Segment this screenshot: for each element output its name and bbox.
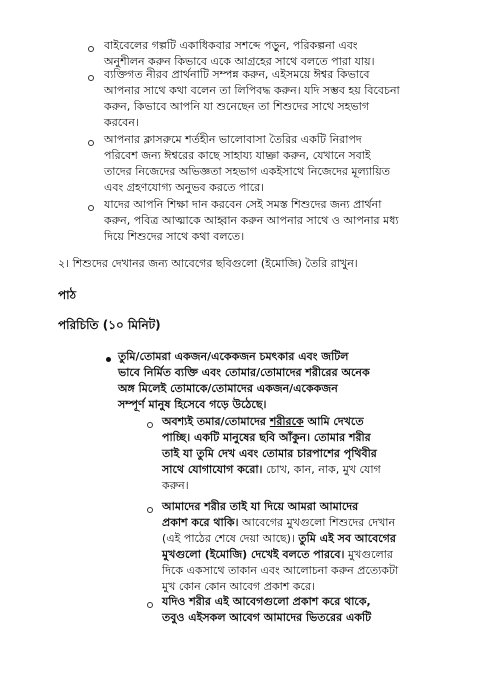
sub-point-line: পাচ্ছি। একটি মানুষের ছবি আঁকুন। তোমার শরীর xyxy=(162,431,371,444)
sub-point-line: দিকে একসাথে তাকান এবং আলোচনা করুন প্রত্যেকটা xyxy=(162,564,399,577)
prep-step-line: করবেন। xyxy=(104,116,139,129)
sub-point-line: মুখগুলো (ইমোজি) দেখেই বলতে পারবে। মুখগুলোর xyxy=(162,548,393,561)
main-point-line: ভাবে নির্মিত ব্যক্তি এবং তোমার/তোমাদের শরীরের অনেক xyxy=(118,366,370,379)
sub-point-line: তবুও এইসকল আবেগ আমাদের ভিতরের একটি xyxy=(162,611,372,624)
hollow-bullet-icon xyxy=(88,205,94,211)
numbered-item: ২। শিশুদের দেখানর জন্য আবেগের ছবিগুলো (ইমোজি) তৈরি রাখুন। xyxy=(58,257,358,270)
sub-point-line: সাথে যোগাযোগ করো। চোখ, কান, নাক, মুখ যোগ xyxy=(162,463,381,476)
filled-bullet-icon xyxy=(106,357,111,362)
sub-point-line: যদিও শরীর এই আবেগগুলো প্রকাশ করে থাকে, xyxy=(162,595,371,608)
prep-step-line: দিয়ে শিশুদের সাথে কথা বলতে। xyxy=(104,230,245,243)
main-point-line: অঙ্গ মিলেই তোমাকে/তোমাদের একজন/একেকজন xyxy=(118,382,338,395)
prep-step-line: করুন, পবিত্র আত্মাকে আহ্বান করুন আপনার সাথে ও আপনার মধ্য xyxy=(104,214,399,227)
intro-heading: পরিচিতি (১০ মিনিট) xyxy=(58,318,161,332)
hollow-bullet-icon xyxy=(88,140,94,146)
prep-step-line: বাইবেলের গল্পটি একাধিকবার সশব্দে পড়ুন, পরিকল্পনা এবং xyxy=(104,39,358,52)
sub-point-line: করুন। xyxy=(162,479,189,492)
prep-step-line: ব্যক্তিগত নীরব প্রার্থনাটি সম্পন্ন করুন, এইসময়ে ঈশ্বর কিভাবে xyxy=(104,68,370,81)
prep-step-line: আপনার সাথে কথা বলেন তা লিপিবদ্ধ করুন। যদি সম্ভব হয় বিবেচনা xyxy=(104,84,400,97)
main-point-line: তুমি/তোমরা একজন/একেকজন চমৎকার এবং জটিল xyxy=(118,350,349,363)
prep-step-line: অনুশীলন করুন কিভাবে একে আগ্রহের সাথে বলতে পারা যায়। xyxy=(104,55,375,68)
sub-point-line: প্রকাশ করে থাকি। আবেগের মুখগুলো শিশুদের দেখান xyxy=(162,516,396,529)
hollow-bullet-icon xyxy=(88,75,94,81)
hollow-bullet-icon xyxy=(147,602,153,608)
prep-step-line: যাদের আপনি শিক্ষা দান করবেন সেই সমস্ত শিশুদের জন্য প্রার্থনা xyxy=(104,198,382,211)
hollow-bullet-icon xyxy=(147,507,153,513)
sub-point-line: অবশ্যই তমার/তোমাদের শরীরকে আমি দেখতে xyxy=(162,415,364,428)
prep-step-line: করুন, কিভাবে আপনি যা শুনেছেন তা শিশুদের সাথে সহভাগ xyxy=(104,100,370,113)
prep-step-line: পরিবেশ জন্য ঈশ্বরের কাছে সাহায্য যাচ্ঞা করুন, যেখানে সবাই xyxy=(104,149,371,162)
hollow-bullet-icon xyxy=(88,46,94,52)
lesson-heading: পাঠ xyxy=(58,288,77,302)
main-point-line: সম্পূর্ণ মানুষ হিসেবে গড়ে উঠেছে। xyxy=(118,398,267,411)
prep-step-line: তাদের নিজেদের অভিজ্ঞতা সহভাগ একইসাথে নিজেদের মূল্যায়িত xyxy=(104,165,390,178)
sub-point-line: তাই যা তুমি দেখ এবং তোমার চারপাশের পৃথিবীর xyxy=(162,447,377,460)
sub-point-line: আমাদের শরীর তাই যা দিয়ে আমরা আমাদের xyxy=(162,500,359,513)
prep-step-line: আপনার ক্লাসরুমে শর্তহীন ভালোবাসা তৈরির একটি নিরাপদ xyxy=(104,133,362,146)
prep-step-line: এবং গ্রহণযোগ্য অনুভব করতে পারে। xyxy=(104,181,265,194)
hollow-bullet-icon xyxy=(147,422,153,428)
underlined-word: শরীরকে xyxy=(269,415,304,428)
sub-point-line: (এই পাঠের শেষে দেয়া আছে)। তুমি এই সব আবেগের xyxy=(162,532,396,545)
sub-point-line: মুখ কোন কোন আবেগ প্রকাশ করে। xyxy=(162,580,315,593)
